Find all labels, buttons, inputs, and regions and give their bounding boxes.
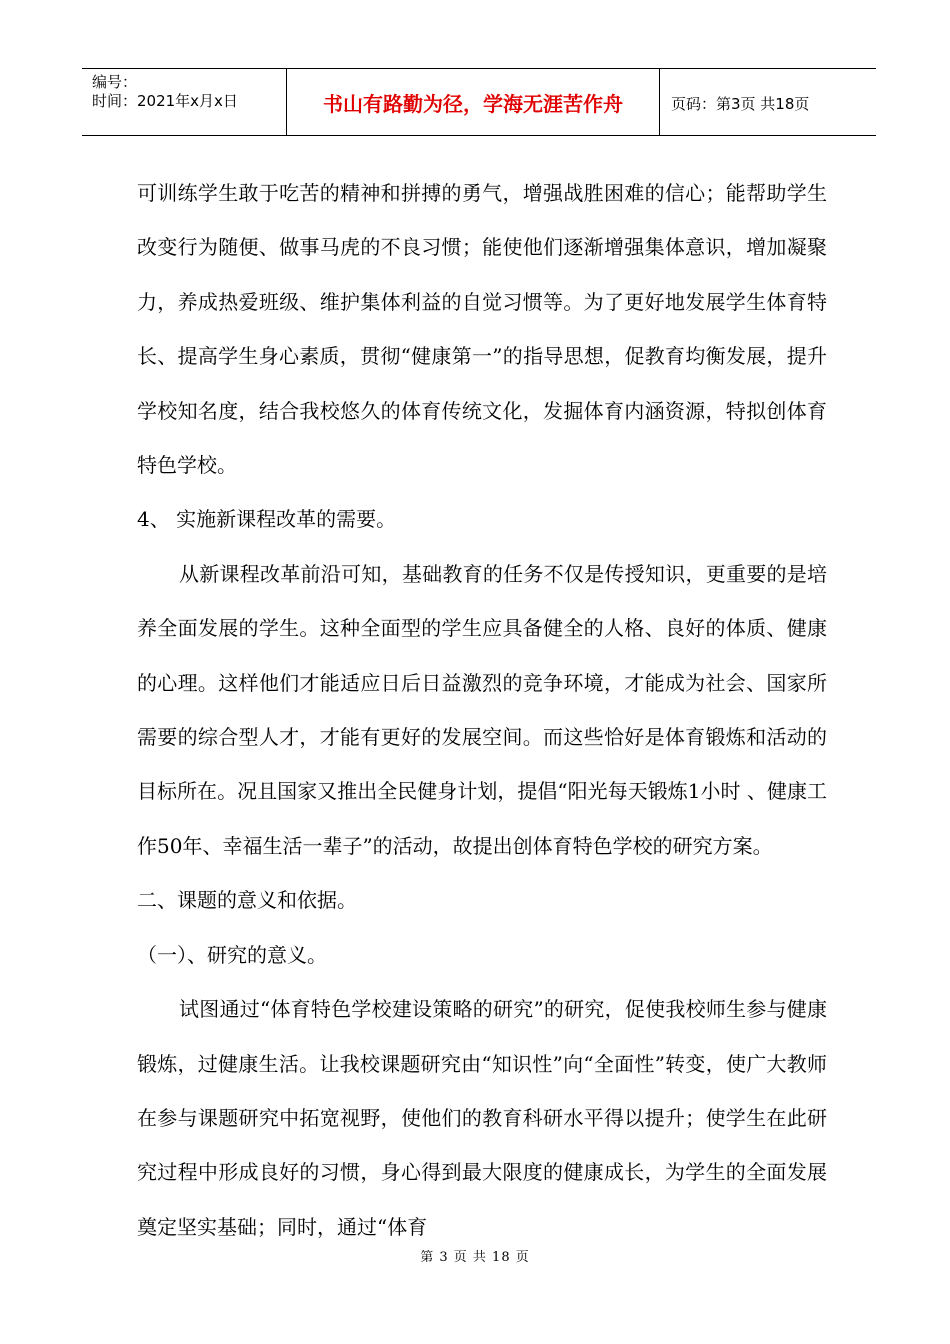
paragraph-continued: 可训练学生敢于吃苦的精神和拼搏的勇气，增强战胜困难的信心；能帮助学生改变行为随便、做事马虎的不良习惯；能使他们逐渐增强集体意识，增加凝聚力，养成热爱班级、维护集体利益的自觉习惯等。为了更好地发展学生体育特长、提高学生身心素质，贯彻“健康第一”的指导思想，促教育均衡发展，提升学校知名度，结合我校悠久的体育传统文化，发掘体育内涵资源，特拟创体育特色学校。 (137, 181, 827, 478)
section-heading-2: 二、课题的意义和依据。 (137, 888, 357, 913)
page-header (82, 68, 876, 136)
document-body (137, 166, 827, 1254)
header-page-info: 页码：第3页 共18页 (671, 95, 810, 113)
header-motto: 书山有路勤为径，学海无涯苦作舟 (323, 92, 623, 116)
paragraph-meaning: 试图通过“体育特色学校建设策略的研究”的研究，促使我校师生参与健康锻炼，过健康生活。让我校课题研究由“知识性”向“全面性”转变，使广大教师在参与课题研究中拓宽视野，使他们的教育科研水平得以提升；使学生在此研究过程中形成良好的习惯，身心得到最大限度的健康成长，为学生的全面发展奠定坚实基础；同时，通过“体育 (137, 997, 827, 1239)
subsection-heading-meaning: （一）、研究的意义。 (137, 942, 327, 967)
page-footer: 第 3 页 共 18 页 (420, 1250, 530, 1265)
paragraph-curriculum-reform: 从新课程改革前沿可知，基础教育的任务不仅是传授知识，更重要的是培养全面发展的学生。这种全面型的学生应具备健全的人格、良好的体质、健康的心理。这样他们才能适应日后日益激烈的竞争环境，才能成为社会、国家所需要的综合型人才，才能有更好的发展空间。而这些恰好是体育锻炼和活动的目标所在。况且国家又推出全民健身计划，提倡“阳光每天锻炼1小时 、健康工作50年、幸福生活一辈子”的活动，故提出创体育特色学校的研究方案。 (137, 561, 827, 858)
header-divider (659, 69, 660, 135)
document-number-label: 编号： (92, 73, 138, 91)
document-time-label: 时间：2021年x月x日 (92, 92, 238, 110)
header-meta (92, 73, 284, 111)
section-item-4: 4、 实施新课程改革的需要。 (137, 507, 397, 532)
